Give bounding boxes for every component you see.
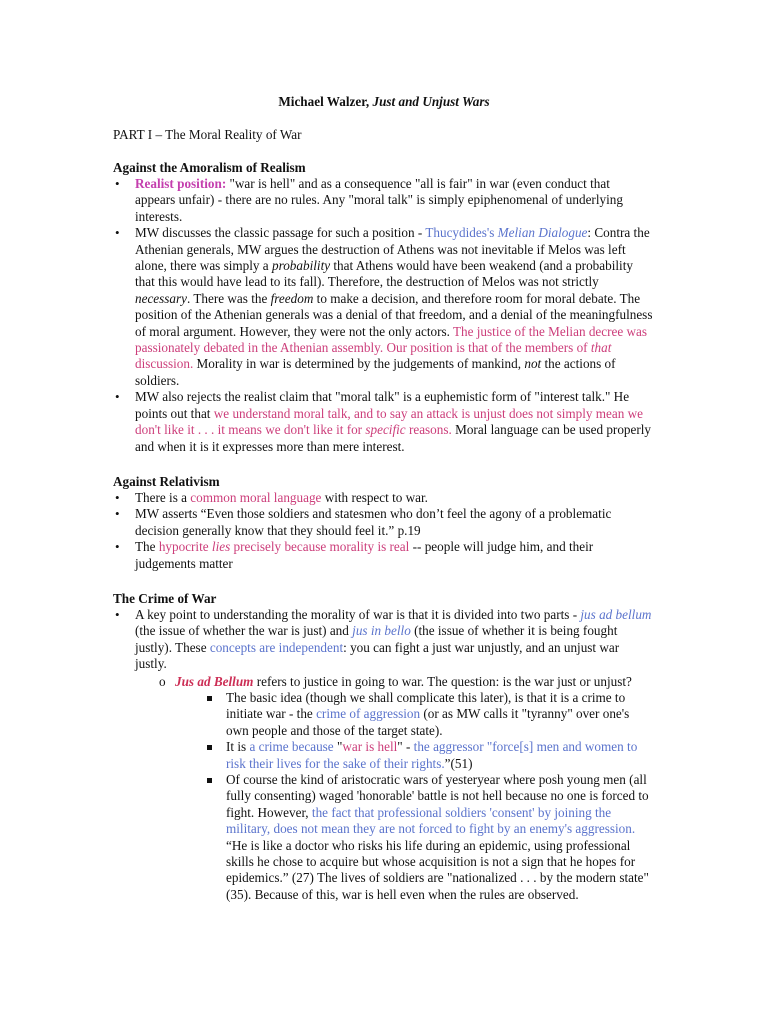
- bullet-text: (the issue of whether it is being fought justly). These: [135, 623, 618, 655]
- relativism-bullet-2: [113, 506, 653, 539]
- title-author: Michael Walzer,: [278, 94, 373, 109]
- realist-position-label: Realist position:: [135, 176, 227, 191]
- bullet-text: (or as MW calls it "tyranny" over one's own people and those of the target state).: [226, 706, 630, 738]
- highlight-text: war is hell: [342, 739, 398, 755]
- jus-ad-bellum-subitem: [159, 674, 659, 690]
- realism-bullet-3: [113, 389, 653, 455]
- jus-ad-bellum-list: [204, 690, 654, 903]
- relativism-bullet-3: [113, 539, 653, 572]
- highlight-text: specific: [365, 422, 406, 438]
- highlight-text: jus ad bellum: [580, 607, 652, 622]
- crime-bullet-1: [113, 607, 653, 673]
- bullet-text: Morality in war is determined by the judgements of mankind,: [193, 356, 525, 372]
- highlight-text: Melian Dialogue: [497, 225, 588, 241]
- part-heading: PART I – The Moral Reality of War: [113, 127, 302, 142]
- bullet-text: MW asserts “Even those soldiers and statesmen who don’t feel the agony of a problematic decision generally know that they should feel it.” p.19: [135, 506, 612, 538]
- section-heading-crime-of-war: The Crime of War: [113, 591, 217, 606]
- bullet-text: A key point to understanding the morality of war is that it is divided into two parts -: [135, 607, 581, 622]
- bullet-text: ”(51): [444, 755, 473, 771]
- highlight-text: The justice of the Melian decree was passionately debated in the Athenian assembly. Our position is that of the members of: [135, 323, 648, 356]
- section-heading-realism: Against the Amoralism of Realism: [113, 160, 306, 175]
- bullet-text: There is a: [135, 490, 191, 505]
- crime-bullet-list: [113, 607, 653, 673]
- jus-ad-bellum-item-2: [204, 739, 654, 772]
- bullet-text: " -: [397, 739, 414, 755]
- bullet-text: with respect to war.: [321, 490, 428, 505]
- document-title: [0, 94, 768, 110]
- highlight-text: precisely because morality is real: [230, 539, 410, 555]
- bullet-text: that Athens would have been weakend (and a probability that this would have lead to its fall). Therefore, the destruction of Melos was not strictly: [135, 258, 633, 290]
- bullet-text: refers to justice in going to war. The question: is the war just or unjust?: [253, 674, 632, 689]
- jus-ad-bellum-item-1: [204, 690, 654, 739]
- highlight-text: common moral language: [190, 490, 322, 505]
- highlight-text: jus in bello: [352, 623, 411, 639]
- jus-ad-bellum-text: [159, 674, 659, 690]
- realism-bullet-2: [113, 225, 653, 389]
- highlight-text: the aggressor "force[s] men and women to risk their lives for the sake of their rights.: [226, 739, 638, 771]
- sub-bullet-marker: o: [159, 674, 166, 689]
- bullet-text: to make a decision, and therefore room for moral debate. The position of the Athenian generals was a denial of that freedom, and a denial of the meaningfulness of moral argument. However, they were not the only actors.: [135, 290, 653, 339]
- highlight-text: reasons.: [405, 422, 452, 438]
- realism-bullet-1: [113, 176, 653, 225]
- bullet-text: MW discusses the classic passage for such a position -: [135, 225, 426, 241]
- highlight-text: the fact that professional soldiers 'consent' by joining the military, does not mean they are not forced to fight by an enemy's aggression.: [226, 804, 636, 837]
- highlight-text: Thucydides's: [425, 225, 498, 241]
- section-heading-relativism: Against Relativism: [113, 474, 220, 489]
- bullet-text: Of course the kind of aristocratic wars of yesteryear where posh young men (all fully consenting) waged 'honorable' battle is not hell because no one is forced to fight. However,: [226, 772, 649, 820]
- highlight-text: crime of aggression: [316, 706, 421, 722]
- bullet-text: : Contra the Athenian generals, MW argues the destruction of Athens was not inevitable if Melos was left alone, there was simply a: [135, 225, 650, 274]
- highlight-text: discussion.: [135, 356, 194, 372]
- bullet-text: : you can fight a just war unjustly, and an unjust war justly.: [135, 639, 620, 672]
- highlight-text: lies: [211, 539, 231, 555]
- highlight-text: a crime because: [249, 739, 334, 755]
- bullet-text: (the issue of whether the war is just) and: [135, 623, 353, 639]
- emphasis-text: probability: [271, 258, 331, 274]
- highlight-text: hypocrite: [158, 539, 212, 555]
- highlight-text: we understand moral talk, and to say an attack is unjust does not simply mean we don't like it . . . it means we don't like it for: [135, 405, 643, 438]
- bullet-text: MW also rejects the realist claim that "moral talk" is a euphemistic form of "interest talk." He points out that: [135, 389, 630, 421]
- bullet-text: ": [333, 739, 343, 755]
- emphasis-text: necessary: [135, 290, 187, 306]
- title-book: Just and Unjust Wars: [372, 94, 490, 109]
- highlight-text: that: [590, 340, 612, 356]
- bullet-text: the actions of soldiers.: [135, 356, 616, 388]
- emphasis-text: not: [524, 356, 542, 372]
- emphasis-text: freedom: [270, 290, 314, 306]
- bullet-text: The basic idea (though we shall complicate this later), is that it is a crime to initiate war - the: [226, 690, 626, 722]
- jus-ad-bellum-item-3: [204, 772, 654, 903]
- bullet-text: "war is hell" and as a consequence "all is fair" in war (even conduct that appears unfair) - there are no rules. Any "moral talk" is simply epiphenomenal of underlying interests.: [135, 176, 623, 224]
- bullet-text: . There was the: [187, 290, 271, 306]
- bullet-text: It is: [226, 739, 250, 755]
- bullet-text: -- people will judge him, and their judgements matter: [135, 539, 594, 571]
- bullet-text: The: [135, 539, 159, 555]
- jus-ad-bellum-label: Jus ad Bellum: [175, 674, 254, 689]
- relativism-bullet-list: [113, 490, 653, 572]
- relativism-bullet-1: [113, 490, 653, 506]
- realism-bullet-list: [113, 176, 653, 455]
- bullet-text: Moral language can be used properly and when it is it expresses more than mere interest.: [135, 422, 652, 454]
- bullet-text: “He is like a doctor who risks his life during an epidemic, using professional skills he chose to acquire but whose acquisition is not a sign that he hopes for epidemics.” (27) The lives of soldiers are "nationalized . . . by the modern state"(35). Because of this, war is hell even when the rules are observed.: [226, 837, 649, 902]
- highlight-text: concepts are independent: [209, 639, 344, 655]
